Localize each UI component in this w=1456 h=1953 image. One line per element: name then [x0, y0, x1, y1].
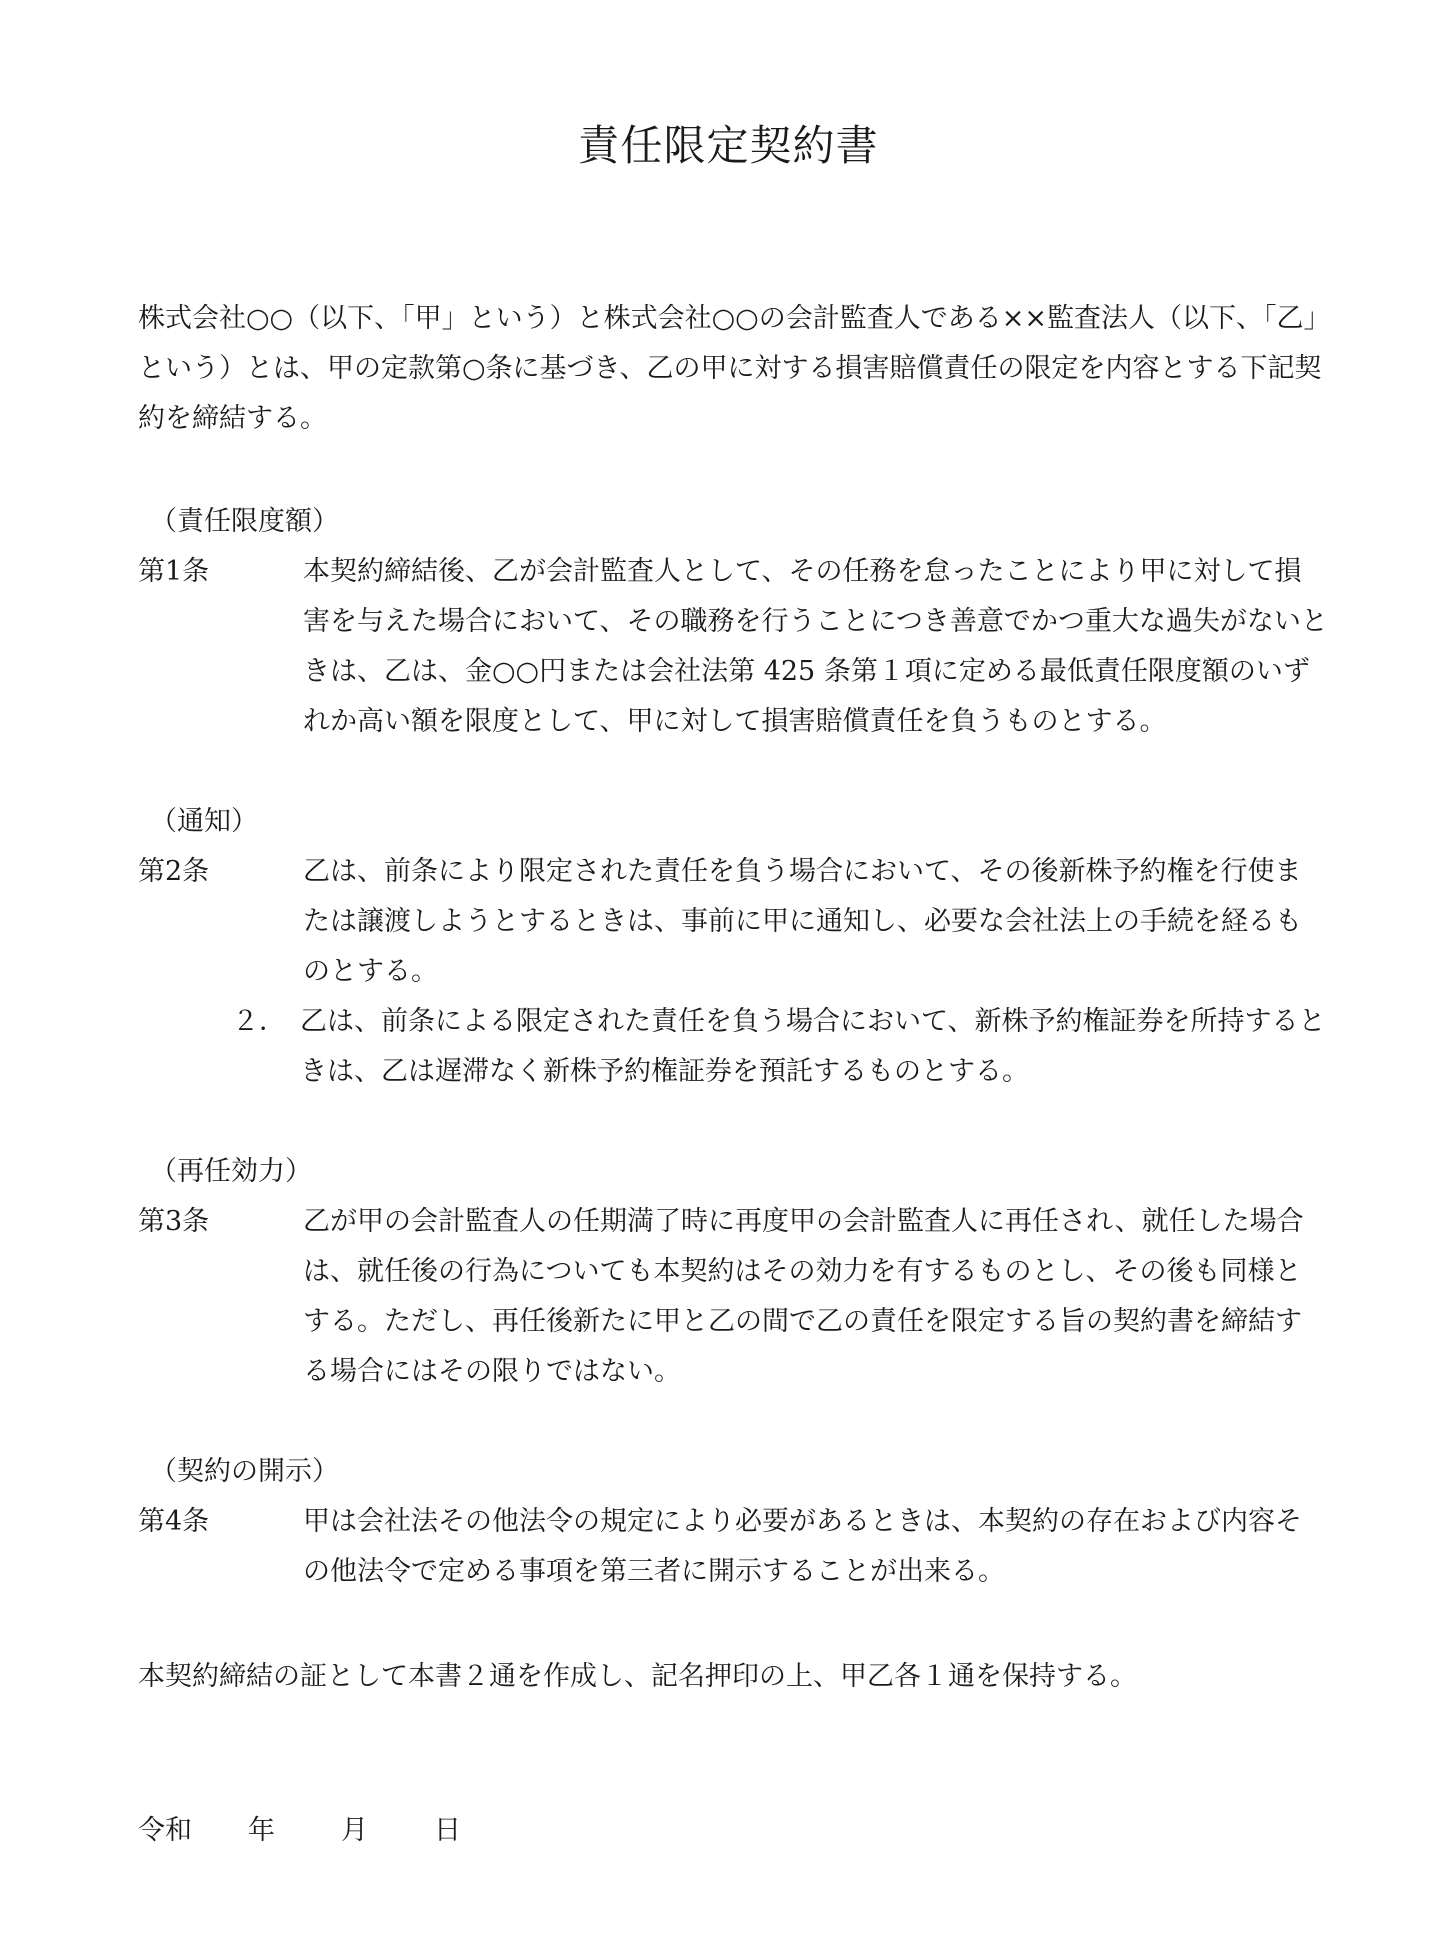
article-1-heading: （責任限度額）	[150, 506, 339, 537]
date-line	[138, 1806, 461, 1856]
article-3-text: 乙が甲の会計監査人の任期満了時に再度甲の会計監査人に再任され、就任した場合は、就任後の行為についても本契約はその効力を有するものとし、その後も同様とする。ただし、再任後新たに甲と乙の間で乙の責任を限定する旨の契約書を締結する場合にはその限りではない。	[303, 1206, 1304, 1387]
date-month: 月	[341, 1815, 368, 1846]
date-year: 年	[248, 1815, 275, 1846]
article-2-heading: （通知）	[150, 806, 258, 837]
date-day: 日	[434, 1815, 461, 1846]
article-4-number: 第4条	[138, 1506, 210, 1537]
date-era: 令和	[138, 1815, 192, 1846]
article-3-number: 第3条	[138, 1206, 210, 1237]
article-2-item-2-number: ２．	[232, 1006, 286, 1037]
article-2-number: 第2条	[138, 856, 210, 887]
article-4-text: 甲は会社法その他法令の規定により必要があるときは、本契約の存在および内容その他法令で定める事項を第三者に開示することが出来る。	[303, 1506, 1302, 1587]
article-2-text: 乙は、前条により限定された責任を負う場合において、その後新株予約権を行使または譲渡しようとするときは、事前に甲に通知し、必要な会社法上の手続を経るものとする。	[303, 856, 1302, 987]
article-1-number: 第1条	[138, 556, 210, 587]
article-1-text: 本契約締結後、乙が会計監査人として、その任務を怠ったことにより甲に対して損害を与えた場合において、その職務を行うことにつき善意でかつ重大な過失がないときは、乙は、金○○円または会社法第 425 条第１項に定める最低責任限度額のいずれか高い額を限度として、甲に対して損害賠償責任を負うものとする。	[303, 556, 1328, 737]
closing-statement: 本契約締結の証として本書２通を作成し、記名押印の上、甲乙各１通を保持する。	[138, 1661, 1137, 1692]
document-title: 責任限定契約書	[577, 121, 879, 170]
article-3-heading: （再任効力）	[150, 1156, 312, 1187]
article-4-heading: （契約の開示）	[150, 1456, 339, 1487]
intro-paragraph: 株式会社○○（以下、「甲」という）と株式会社○○の会計監査人である××監査法人（以下、「乙」という）とは、甲の定款第○条に基づき、乙の甲に対する損害賠償責任の限定を内容とする下記契約を締結する。	[138, 303, 1322, 434]
article-2-item-2-text: 乙は、前条による限定された責任を負う場合において、新株予約権証券を所持するときは、乙は遅滞なく新株予約権証券を預託するものとする。	[300, 1006, 1326, 1087]
